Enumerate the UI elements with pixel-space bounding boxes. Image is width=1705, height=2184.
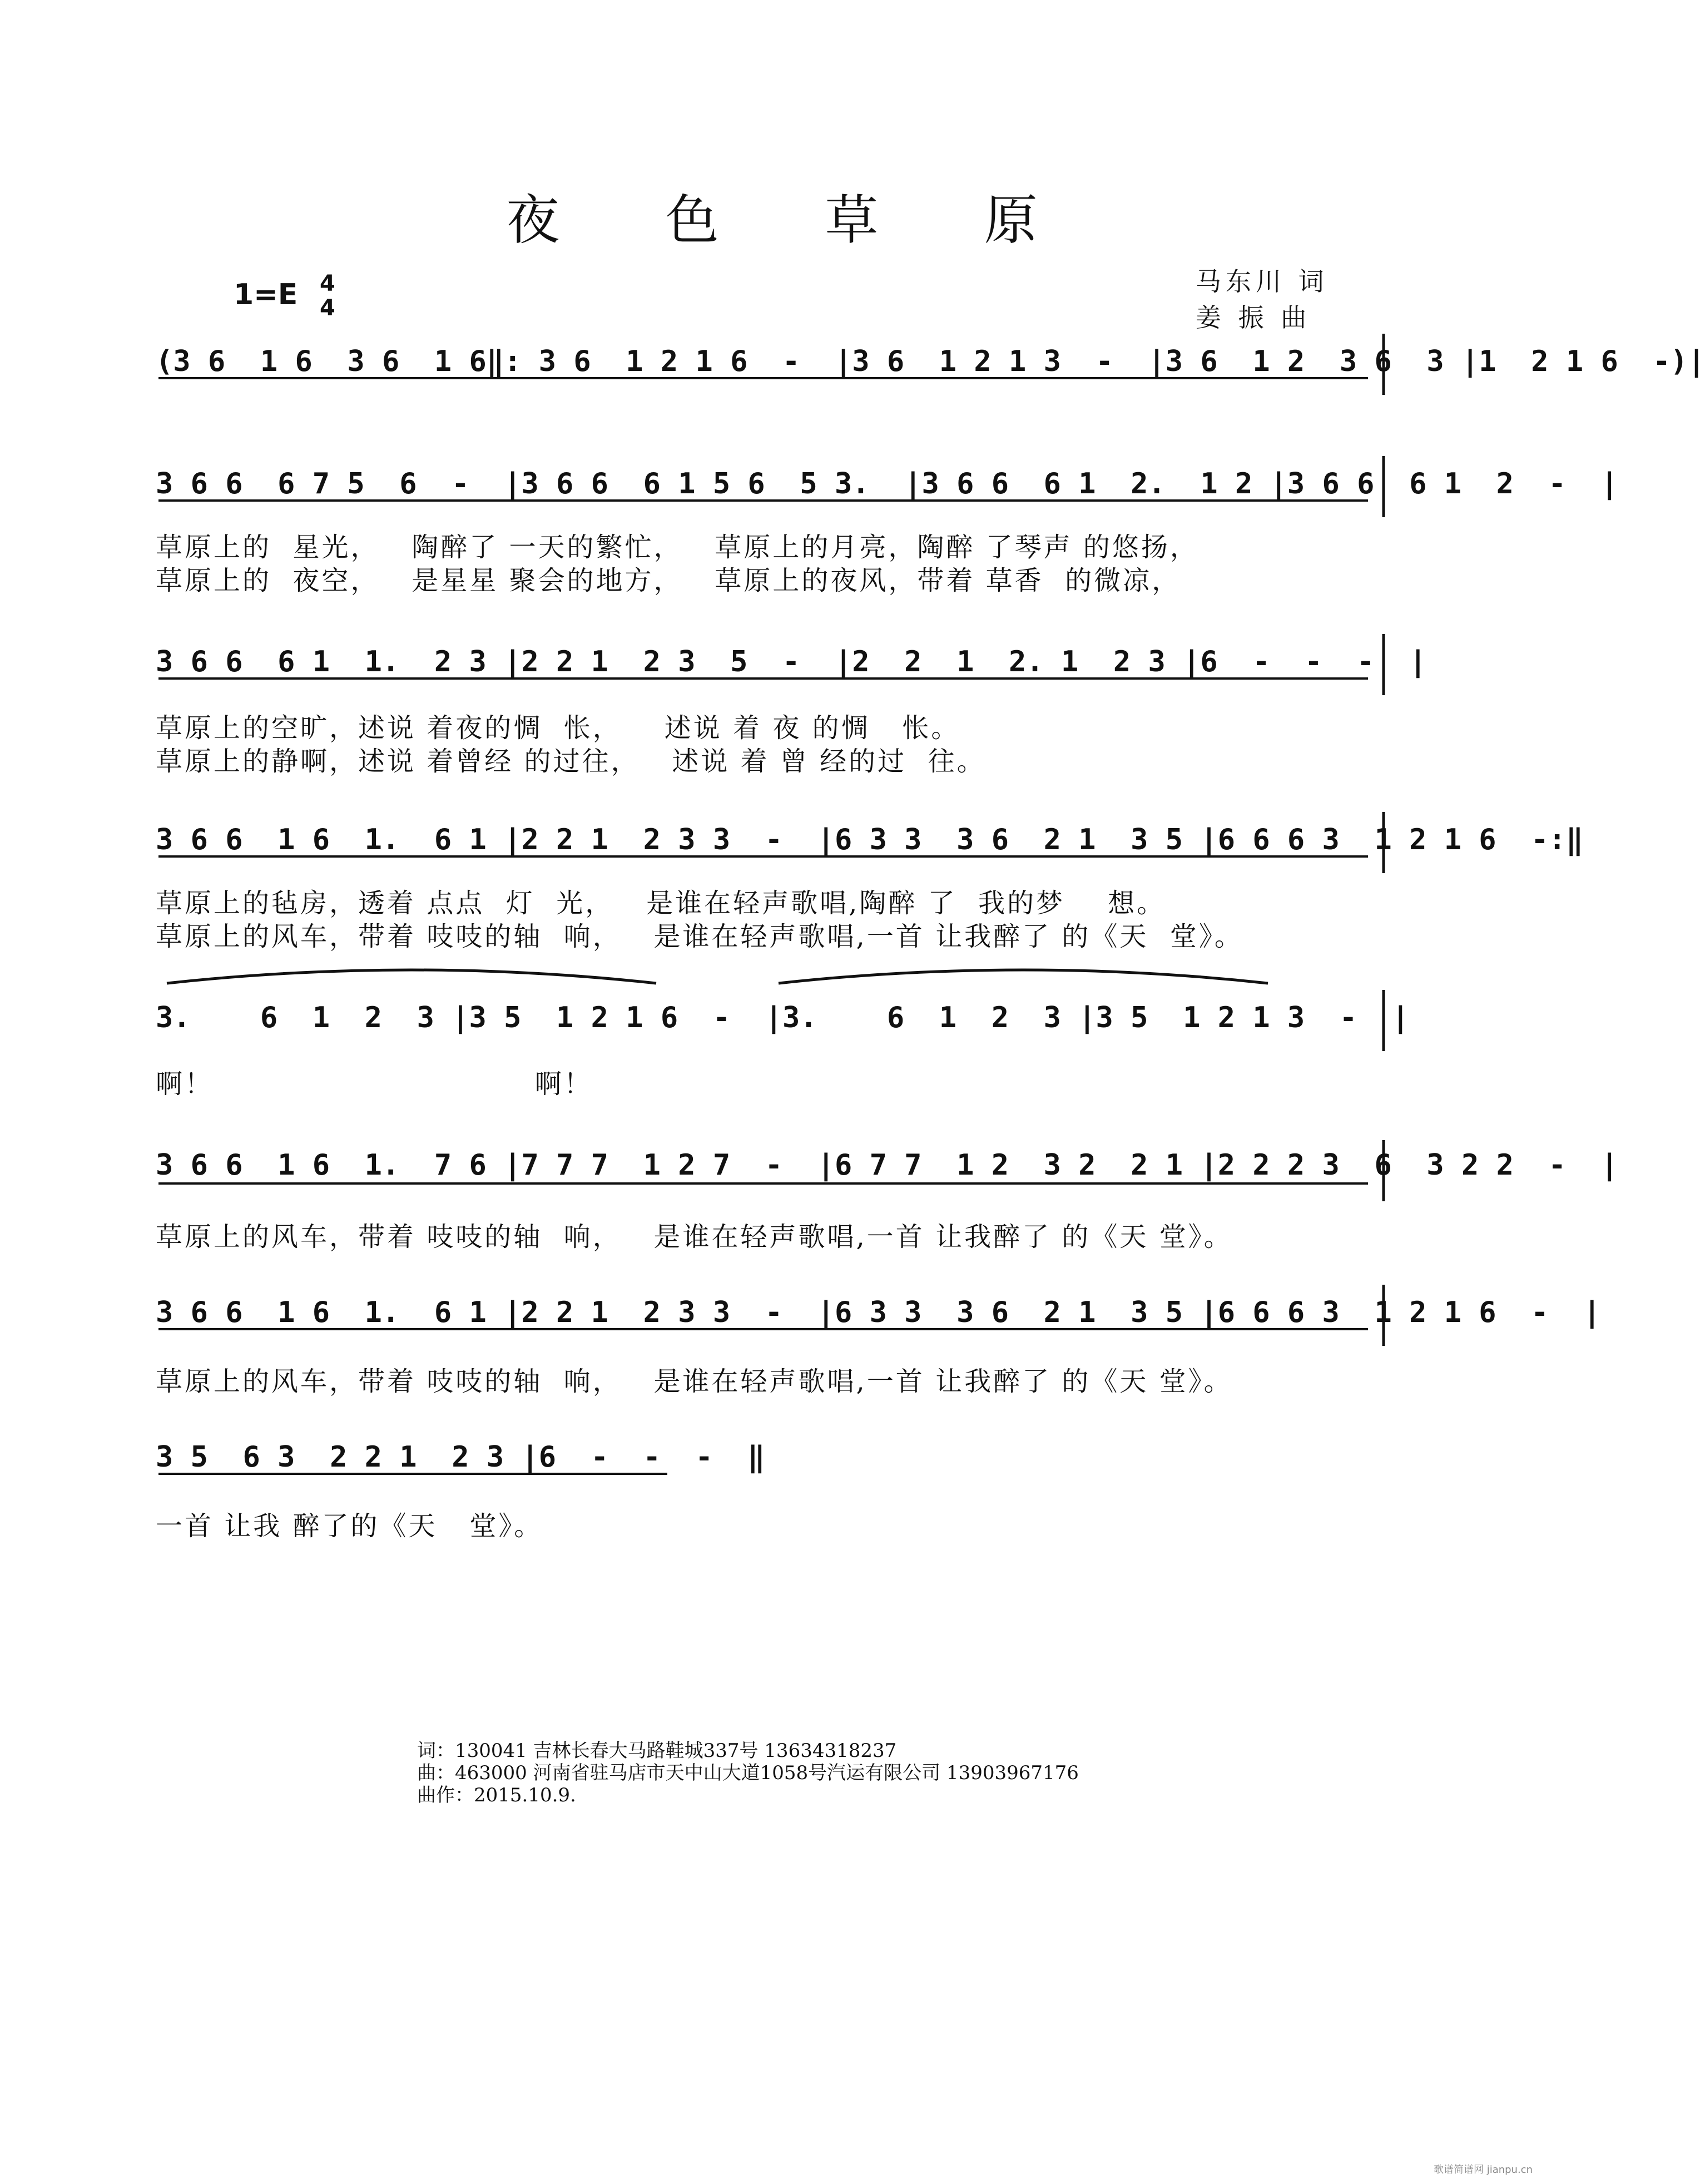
notation-row-4: 3 6 6 1 6 1. 6 1 |2 2 1 2 3 3 - |6 3 3 3 6 2 1 3 5 |6 6 6 3 1 2 1 6 -:‖ bbox=[156, 823, 1584, 856]
page-title: 夜 色 草 原 bbox=[506, 189, 1082, 251]
lyric-row-3-verse-1: 草原上的空旷，述说 着夜的惆 怅， 述说 着 夜 的惆 怅。 bbox=[156, 712, 960, 744]
notation-row-3: 3 6 6 6 1 1. 2 3 |2 2 1 2 3 5 - |2 2 1 2. 1 2 3 |6 - - - | bbox=[156, 645, 1427, 679]
notation-row-2: 3 6 6 6 7 5 6 - |3 6 6 6 1 5 6 5 3. |3 6 6 6 1 2. 1 2 |3 6 6 6 1 2 - | bbox=[156, 467, 1618, 501]
lyric-row-5: 啊！ 啊！ bbox=[156, 1068, 593, 1100]
lyric-row-6: 草原上的风车，带着 吱吱的轴 响， 是谁在轻声歌唱,一首 让我醉了 的《天 堂》。 bbox=[156, 1221, 1233, 1252]
lyric-row-2-verse-2: 草原上的 夜空， 是星星 聚会的地方， 草原上的夜风，带着 草香 的微凉， bbox=[156, 565, 1181, 596]
lyric-row-4-verse-2: 草原上的风车，带着 吱吱的轴 响， 是谁在轻声歌唱,一首 让我醉了 的《天 堂》。 bbox=[156, 921, 1243, 952]
notation-row-8: 3 5 6 3 2 2 1 2 3 |6 - - - ‖ bbox=[156, 1440, 765, 1474]
lyric-row-7: 草原上的风车，带着 吱吱的轴 响， 是谁在轻声歌唱,一首 让我醉了 的《天 堂》。 bbox=[156, 1366, 1233, 1397]
lyric-row-8: 一首 让我 醉了的《天 堂》。 bbox=[156, 1511, 543, 1542]
notation-row-1: (3 6 1 6 3 6 1 6‖: 3 6 1 2 1 6 - |3 6 1 2 1 3 - |3 6 1 2 3 6 3 |1 2 1 6 -)| bbox=[156, 345, 1705, 378]
lyricist-credit: 马东川 词 bbox=[1196, 266, 1329, 296]
footer-composer-address: 曲：463000 河南省驻马店市天中山大道1058号汽运有限公司 13903967176 bbox=[417, 1762, 1079, 1784]
footer-lyricist-address: 词：130041 吉林长春大马路鞋城337号 13634318237 bbox=[417, 1740, 897, 1762]
notation-row-5: 3. 6 1 2 3 |3 5 1 2 1 6 - |3. 6 1 2 3 |3 5 1 2 1 3 - | bbox=[156, 1001, 1410, 1034]
time-signature bbox=[320, 271, 335, 320]
time-signature-top: 4 bbox=[320, 271, 335, 296]
composer-credit: 姜 振 曲 bbox=[1196, 303, 1311, 333]
watermark: 歌谱简谱网 jianpu.cn bbox=[1433, 2164, 1533, 2176]
time-signature-bottom: 4 bbox=[320, 295, 335, 321]
notation-row-7: 3 6 6 1 6 1. 6 1 |2 2 1 2 3 3 - |6 3 3 3 6 2 1 3 5 |6 6 6 3 1 2 1 6 - | bbox=[156, 1296, 1601, 1329]
lyric-row-4-verse-1: 草原上的毡房，透着 点点 灯 光， 是谁在轻声歌唱,陶醉 了 我的梦 想。 bbox=[156, 888, 1166, 919]
notation-row-6: 3 6 6 1 6 1. 7 6 |7 7 7 1 2 7 - |6 7 7 1 2 3 2 2 1 |2 2 2 3 6 3 2 2 - | bbox=[156, 1148, 1618, 1182]
footer-composition-date: 曲作：2015.10.9. bbox=[417, 1784, 576, 1806]
lyric-row-3-verse-2: 草原上的静啊，述说 着曾经 的过往， 述说 着 曾 经的过 往。 bbox=[156, 746, 986, 777]
key-signature: 1=E bbox=[234, 278, 298, 311]
lyric-row-2-verse-1: 草原上的 星光， 陶醉了 一天的繁忙， 草原上的月亮，陶醉 了琴声 的悠扬， bbox=[156, 532, 1199, 563]
